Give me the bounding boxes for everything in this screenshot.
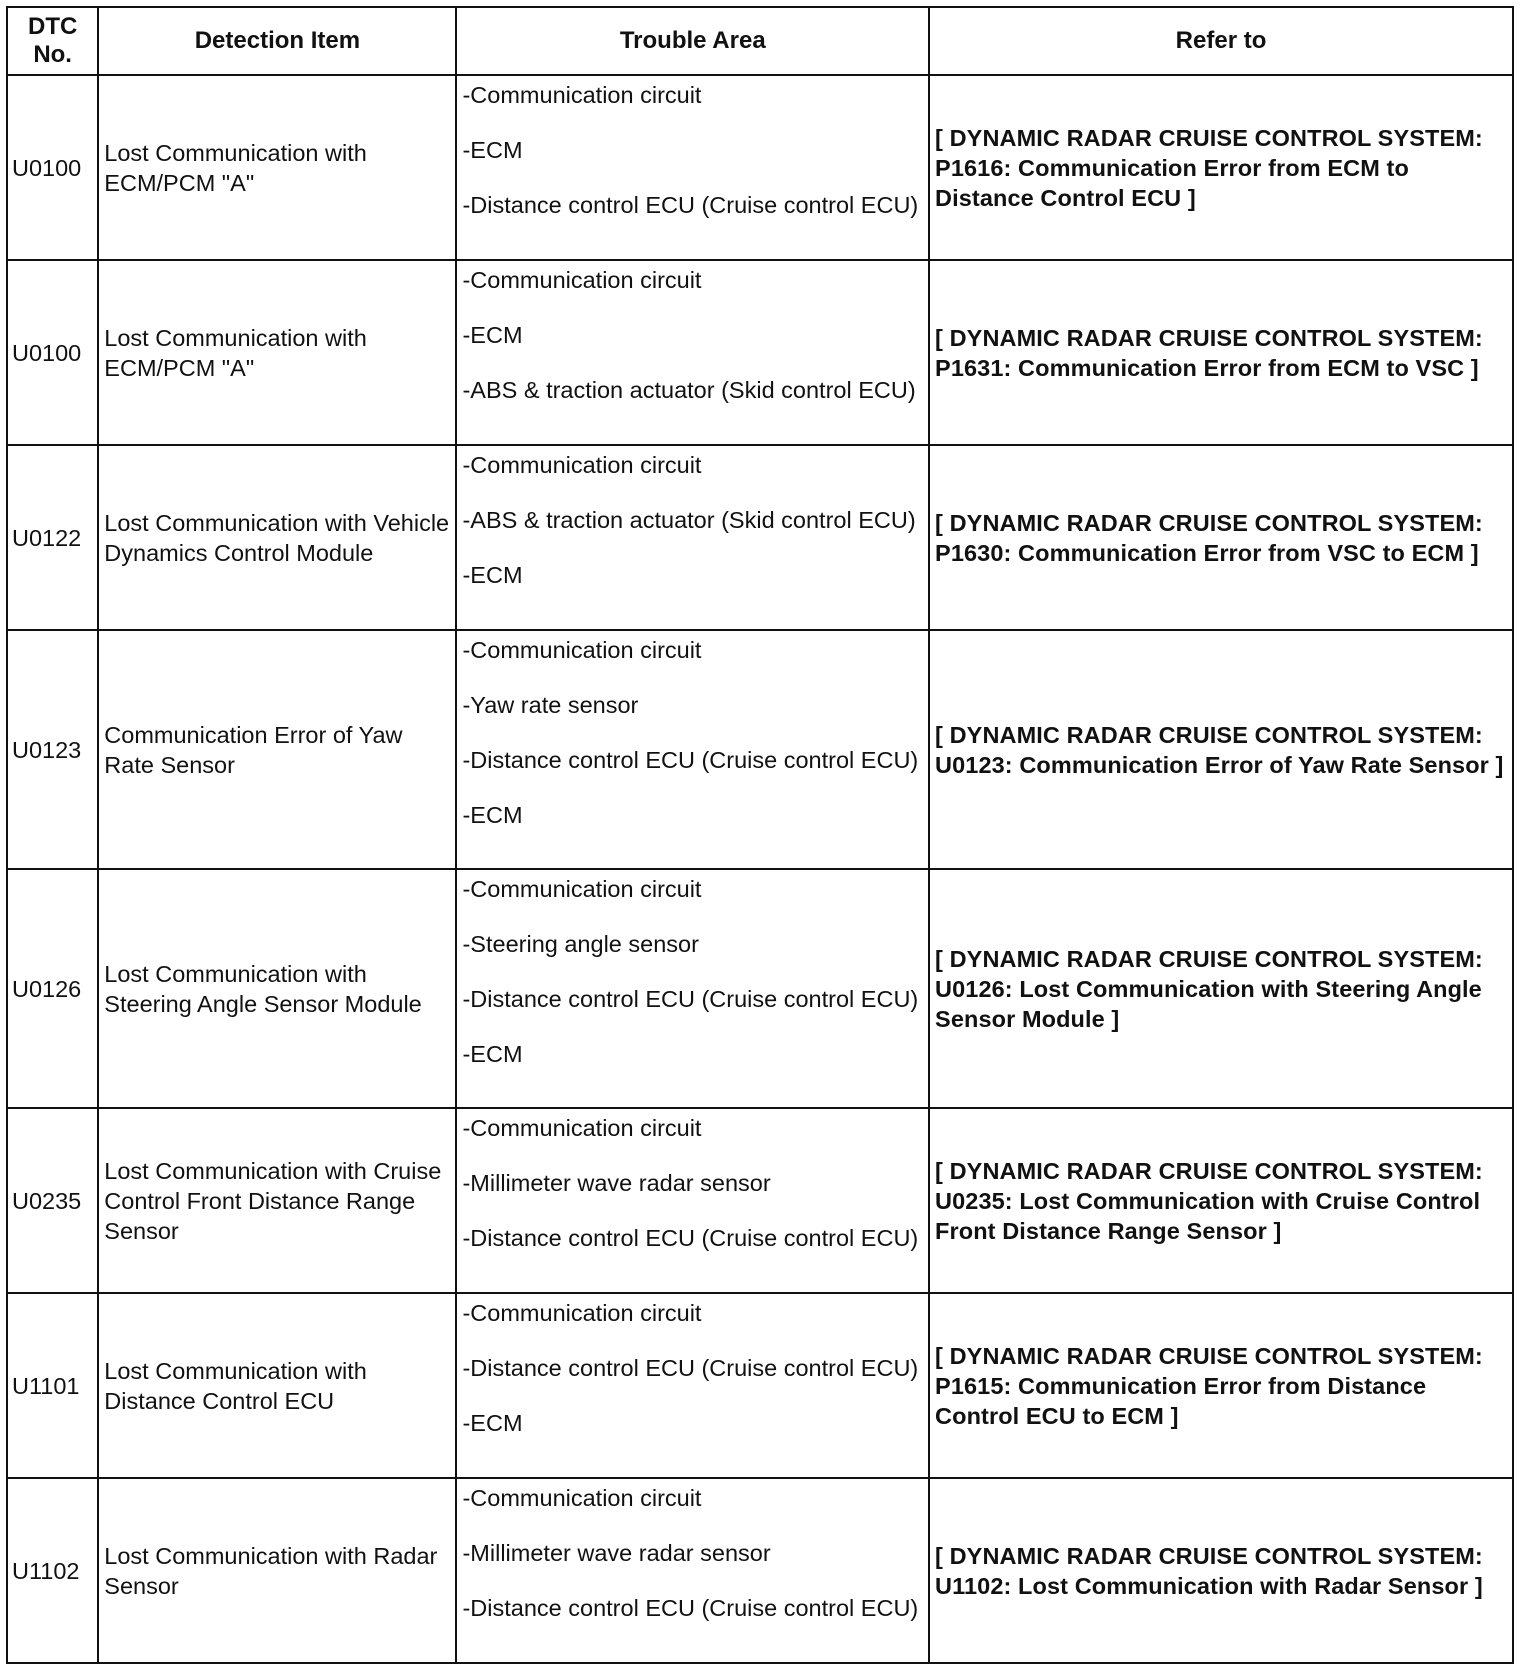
dtc-code: U1101: [7, 1293, 98, 1478]
refer-to-link[interactable]: [ DYNAMIC RADAR CRUISE CONTROL SYSTEM: U1102: Lost Communication with Radar Sensor ]: [929, 1478, 1513, 1663]
header-trouble-area: Trouble Area: [456, 7, 929, 75]
detection-item: Lost Communication with ECM/PCM "A": [98, 75, 456, 260]
dtc-code: U0123: [7, 630, 98, 869]
trouble-area: [456, 75, 929, 260]
trouble-area-item: -Communication circuit: [462, 82, 702, 108]
trouble-area-item: -Distance control ECU (Cruise control ECU): [462, 1355, 919, 1381]
trouble-area-item: -ECM: [462, 137, 523, 163]
trouble-area-item: -Communication circuit: [462, 1485, 702, 1511]
dtc-code: U0235: [7, 1108, 98, 1293]
refer-to-link[interactable]: [ DYNAMIC RADAR CRUISE CONTROL SYSTEM: P1631: Communication Error from ECM to VSC ]: [929, 260, 1513, 445]
refer-to-link[interactable]: [ DYNAMIC RADAR CRUISE CONTROL SYSTEM: U0126: Lost Communication with Steering Angle Sensor Module ]: [929, 869, 1513, 1108]
trouble-area: [456, 1108, 929, 1293]
table-row: [7, 630, 1513, 869]
header-row: [7, 7, 1513, 75]
table-body: [7, 75, 1513, 1663]
refer-to-link[interactable]: [ DYNAMIC RADAR CRUISE CONTROL SYSTEM: P1616: Communication Error from ECM to Distance Control ECU ]: [929, 75, 1513, 260]
trouble-area-item: -Distance control ECU (Cruise control ECU): [462, 1595, 919, 1621]
trouble-area-item: -ECM: [462, 322, 523, 348]
dtc-table-container: [6, 6, 1514, 1664]
trouble-area-item: -ABS & traction actuator (Skid control ECU): [462, 507, 916, 533]
trouble-area-item: -ECM: [462, 1410, 523, 1436]
trouble-area-item: -ECM: [462, 562, 523, 588]
table-row: [7, 260, 1513, 445]
trouble-area-item: -Distance control ECU (Cruise control ECU): [462, 986, 919, 1012]
dtc-code: U0122: [7, 445, 98, 630]
detection-item: Lost Communication with Vehicle Dynamics Control Module: [98, 445, 456, 630]
trouble-area-item: -Millimeter wave radar sensor: [462, 1170, 771, 1196]
header-refer-to: Refer to: [929, 7, 1513, 75]
trouble-area-item: -Distance control ECU (Cruise control ECU): [462, 1225, 919, 1251]
trouble-area-item: -Communication circuit: [462, 267, 702, 293]
table-row: [7, 869, 1513, 1108]
trouble-area: [456, 260, 929, 445]
table-row: [7, 75, 1513, 260]
trouble-area-item: -Communication circuit: [462, 637, 702, 663]
trouble-area-item: -Distance control ECU (Cruise control ECU): [462, 192, 919, 218]
detection-item: Lost Communication with Cruise Control Front Distance Range Sensor: [98, 1108, 456, 1293]
dtc-table: [6, 6, 1514, 1664]
detection-item: Lost Communication with Distance Control ECU: [98, 1293, 456, 1478]
header-dtc-no: DTC No.: [7, 7, 98, 75]
refer-to-link[interactable]: [ DYNAMIC RADAR CRUISE CONTROL SYSTEM: P1615: Communication Error from Distance Control ECU to ECM ]: [929, 1293, 1513, 1478]
trouble-area: [456, 445, 929, 630]
trouble-area-item: -Yaw rate sensor: [462, 692, 639, 718]
trouble-area-item: -ABS & traction actuator (Skid control ECU): [462, 377, 916, 403]
table-row: [7, 1478, 1513, 1663]
trouble-area-item: -Communication circuit: [462, 876, 702, 902]
table-row: [7, 1108, 1513, 1293]
trouble-area: [456, 630, 929, 869]
detection-item: Lost Communication with Radar Sensor: [98, 1478, 456, 1663]
dtc-code: U0100: [7, 260, 98, 445]
table-row: [7, 445, 1513, 630]
trouble-area-item: -ECM: [462, 802, 523, 828]
trouble-area: [456, 1293, 929, 1478]
table-header: [7, 7, 1513, 75]
trouble-area-item: -Steering angle sensor: [462, 931, 699, 957]
trouble-area-item: -Distance control ECU (Cruise control ECU): [462, 747, 919, 773]
trouble-area-item: -Communication circuit: [462, 452, 702, 478]
refer-to-link[interactable]: [ DYNAMIC RADAR CRUISE CONTROL SYSTEM: U0235: Lost Communication with Cruise Control Front Distance Range Sensor ]: [929, 1108, 1513, 1293]
dtc-code: U0100: [7, 75, 98, 260]
dtc-code: U1102: [7, 1478, 98, 1663]
trouble-area-item: -Communication circuit: [462, 1115, 702, 1141]
trouble-area: [456, 1478, 929, 1663]
trouble-area-item: -Millimeter wave radar sensor: [462, 1540, 771, 1566]
detection-item: Communication Error of Yaw Rate Sensor: [98, 630, 456, 869]
refer-to-link[interactable]: [ DYNAMIC RADAR CRUISE CONTROL SYSTEM: U0123: Communication Error of Yaw Rate Sensor ]: [929, 630, 1513, 869]
detection-item: Lost Communication with ECM/PCM "A": [98, 260, 456, 445]
detection-item: Lost Communication with Steering Angle Sensor Module: [98, 869, 456, 1108]
dtc-code: U0126: [7, 869, 98, 1108]
trouble-area-item: -Communication circuit: [462, 1300, 702, 1326]
refer-to-link[interactable]: [ DYNAMIC RADAR CRUISE CONTROL SYSTEM: P1630: Communication Error from VSC to ECM ]: [929, 445, 1513, 630]
trouble-area: [456, 869, 929, 1108]
header-detection-item: Detection Item: [98, 7, 456, 75]
trouble-area-item: -ECM: [462, 1041, 523, 1067]
table-row: [7, 1293, 1513, 1478]
